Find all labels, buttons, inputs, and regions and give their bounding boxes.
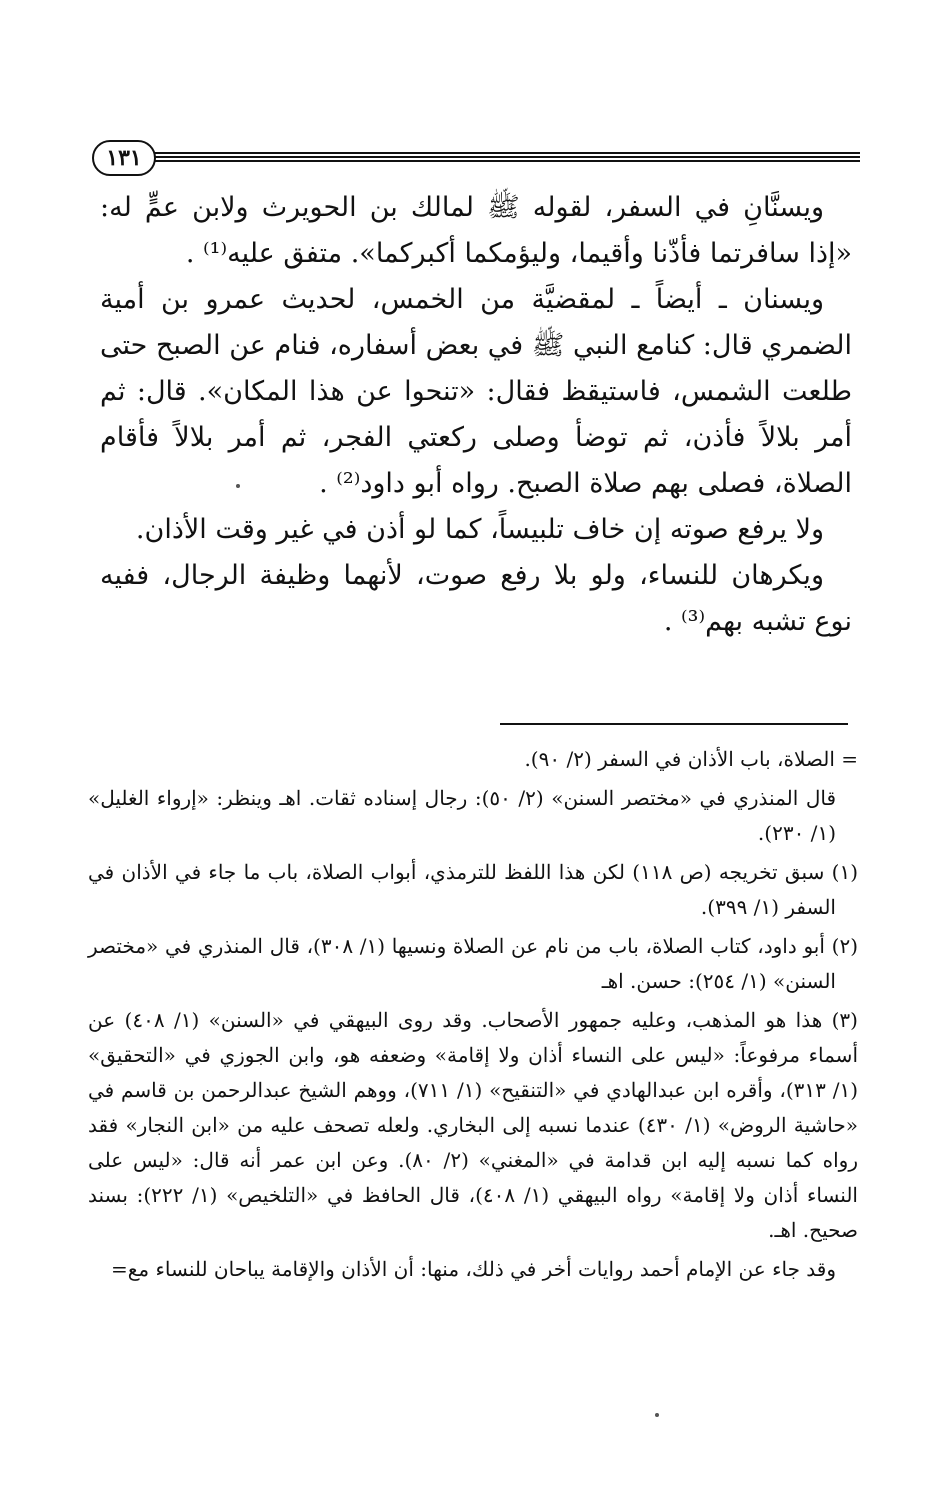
footnote-separator: [500, 723, 848, 725]
footnote-trailing: وقد جاء عن الإمام أحمد روايات أخر في ذلك، منها: أن الأذان والإقامة يباحان للنساء مع=: [111, 1257, 836, 1281]
footnote-continuation-note: قال المنذري في «مختصر السنن» (٢/ ٥٠): رجال إسناده ثقات. اهـ وينظر: «إرواء الغليل» (١/ ٢٣٠).: [88, 786, 836, 845]
paragraph-3: ولا يرفع صوته إن خاف تلبيساً، كما لو أذن في غير وقت الأذان.: [135, 514, 824, 545]
paragraph-1: ويسنَّانِ في السفر، لقوله ﷺ لمالك بن الحويرث ولابن عمٍّ له: «إذا سافرتما فأذّنا وأقيما، وليؤمكما أكبركما». متفق عليه⁽¹⁾ .: [100, 192, 852, 269]
page-number: ١٣١: [92, 140, 156, 176]
header-rule: [150, 152, 860, 162]
footnotes: [88, 742, 858, 1291]
paragraph-2: ويسنان ـ أيضاً ـ لمقضيَّة من الخمس، لحديث عمرو بن أمية الضمري قال: كنامع النبي ﷺ في بعض أسفاره، فنام عن الصبح حتى طلعت الشمس، فاستيقظ فقال: «تنحوا عن هذا المكان». قال: ثم أمر بلالاً فأذن، ثم توضأ وصلى ركعتي الفجر، ثم أمر بلالاً فأقام الصلاة، فصلى بهم صلاة الصبح. رواه أبو داود⁽²⁾ .: [100, 284, 852, 499]
main-text: [100, 185, 852, 645]
footnote-continuation: = الصلاة، باب الأذان في السفر (٢/ ٩٠).: [524, 747, 858, 771]
footnote-1: (١) سبق تخريجه (ص ١١٨) لكن هذا اللفظ للترمذي، أبواب الصلاة، باب ما جاء في الأذان في السفر (١/ ٣٩٩).: [88, 860, 858, 919]
scan-speck: [655, 1413, 659, 1417]
footnote-2: (٢) أبو داود، كتاب الصلاة، باب من نام عن الصلاة ونسيها (١/ ٣٠٨)، قال المنذري في «مختصر السنن» (١/ ٢٥٤): حسن. اهـ: [88, 934, 858, 993]
footnote-3: (٣) هذا هو المذهب، وعليه جمهور الأصحاب. وقد روى البيهقي في «السنن» (١/ ٤٠٨) عن أسماء مرفوعاً: «ليس على النساء أذان ولا إقامة» وضعفه هو، وابن الجوزي في «التحقيق» (١/ ٣١٣)، وأقره ابن عبدالهادي في «التنقيح» (١/ ٧١١)، ووهم الشيخ عبدالرحمن بن قاسم في «حاشية الروض» (١/ ٤٣٠) عندما نسبه إلى البخاري. ولعله تصحف عليه من «ابن النجار» فقد رواه كما نسبه إليه ابن قدامة في «المغني» (٢/ ٨٠). وعن ابن عمر أنه قال: «ليس على النساء أذان ولا إقامة» رواه البيهقي (١/ ٤٠٨)، قال الحافظ في «التلخيص» (١/ ٢٢٢): بسند صحيح. اهـ.: [88, 1008, 858, 1242]
paragraph-4: ويكرهان للنساء، ولو بلا رفع صوت، لأنهما وظيفة الرجال، ففيه نوع تشبه بهم⁽³⁾ .: [100, 560, 852, 637]
scan-speck: [236, 484, 240, 488]
